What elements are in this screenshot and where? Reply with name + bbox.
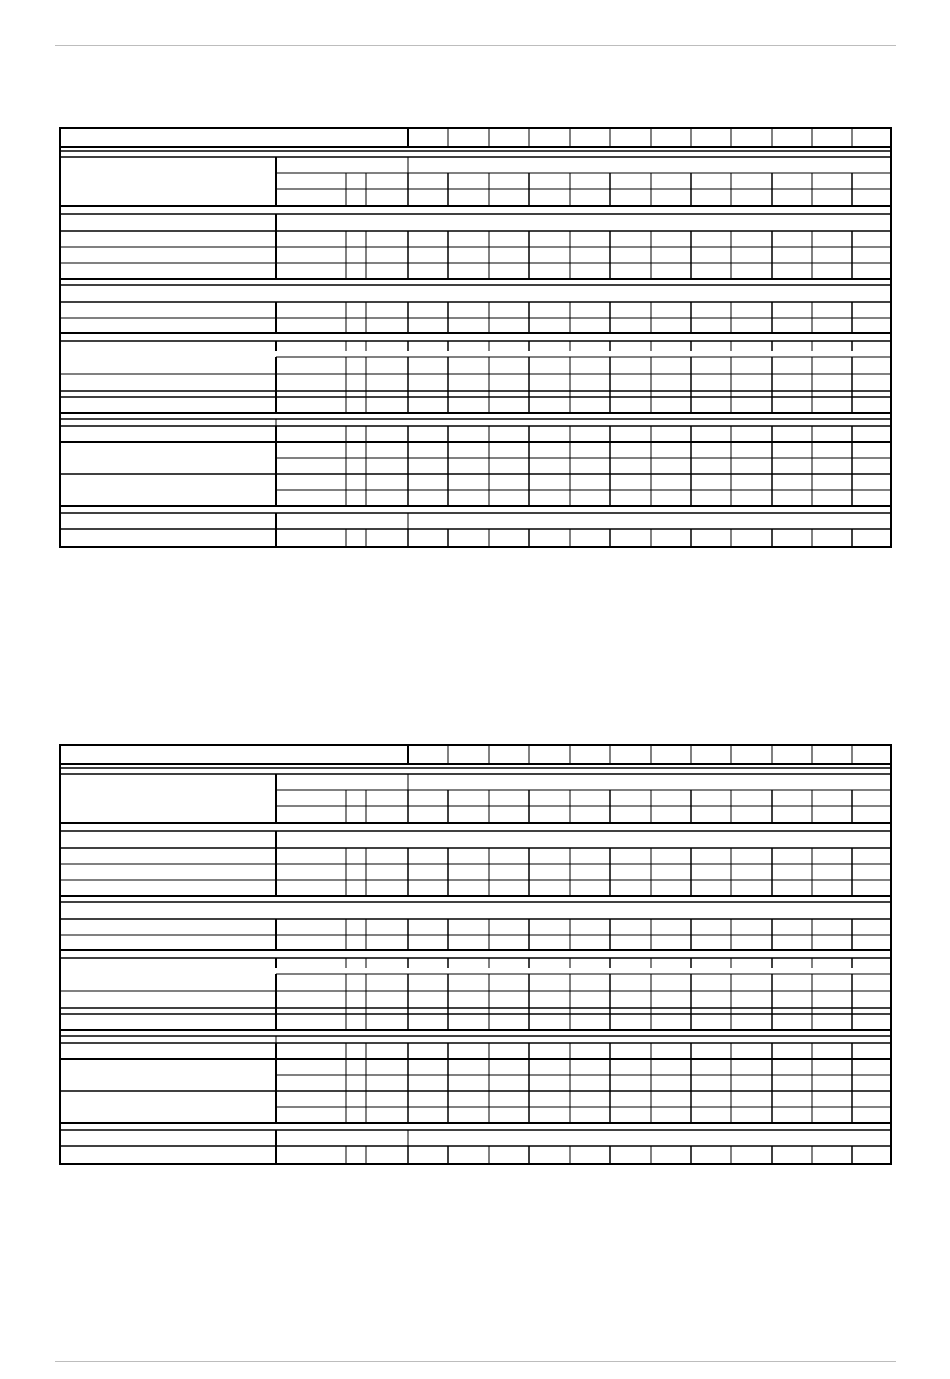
form-grid-2 [59, 744, 892, 1165]
outer-border [60, 128, 891, 547]
form-grid-1 [59, 127, 892, 548]
footer-rule [55, 1361, 896, 1362]
blank-form-table-1 [59, 127, 892, 548]
header-rule [55, 45, 896, 46]
blank-form-table-2 [59, 744, 892, 1165]
outer-border [60, 745, 891, 1164]
